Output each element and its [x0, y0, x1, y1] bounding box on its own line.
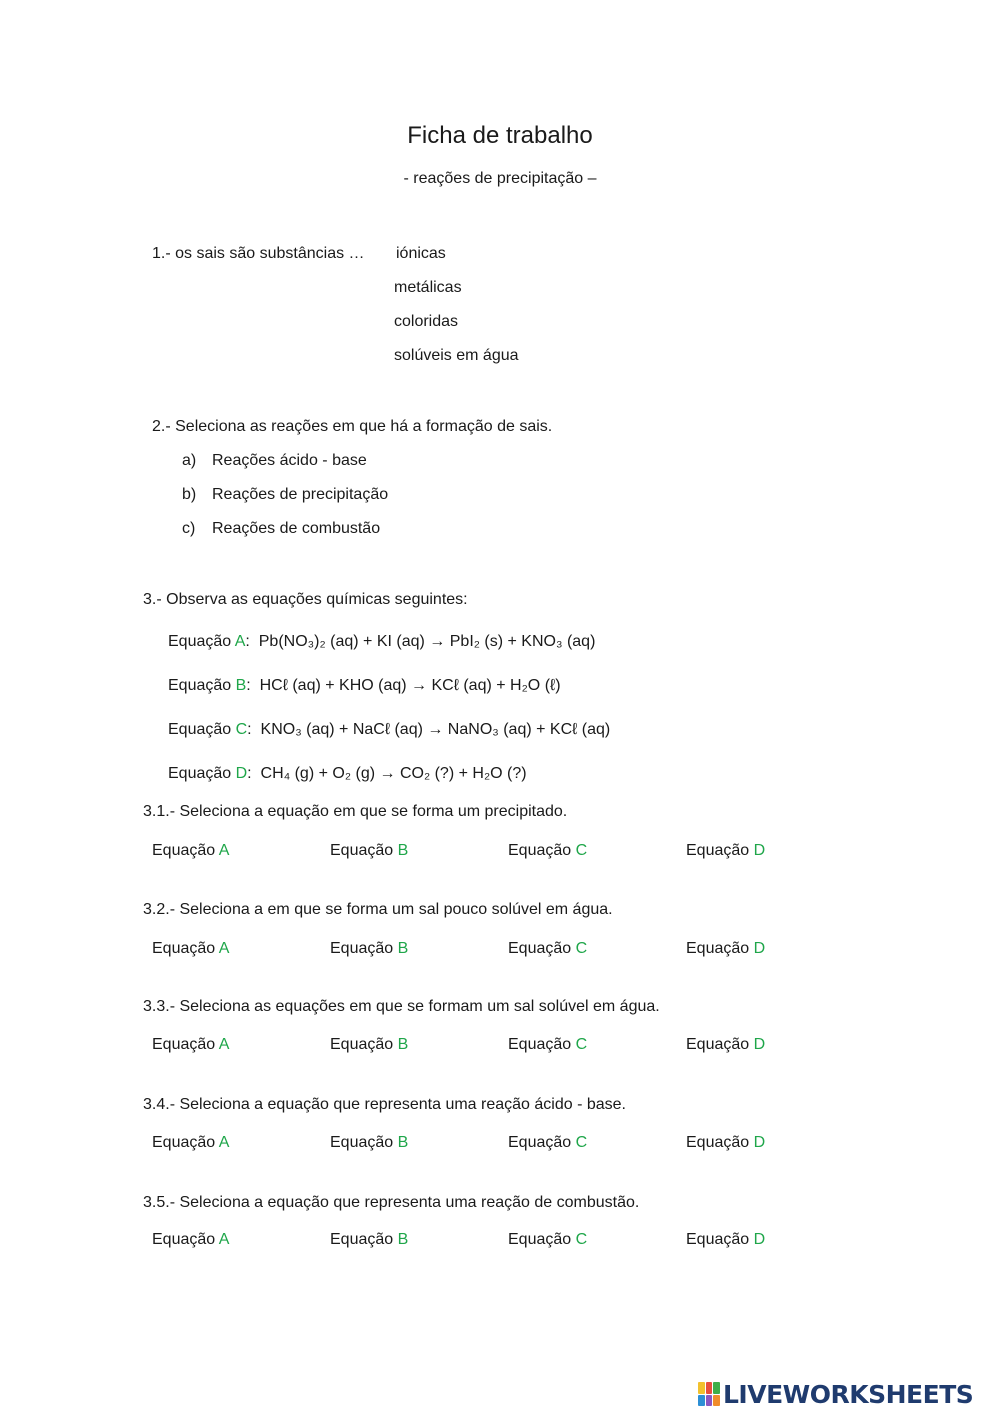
question-2-prompt: 2.- Seleciona as reações em que há a formação de sais.: [152, 418, 553, 435]
q3-3-option-c[interactable]: [508, 1037, 587, 1053]
q3-5-option-c[interactable]: [508, 1232, 587, 1248]
question-3-2-prompt: 3.2.- Seleciona a em que se forma um sal pouco solúvel em água.: [143, 901, 613, 918]
option-letter: B: [397, 940, 409, 957]
q3-1-option-b[interactable]: [330, 843, 408, 859]
option-word: Equação: [508, 940, 572, 957]
option-letter: D: [753, 842, 766, 859]
equation-d: Equação D: CH₄ (g) + O₂ (g) → CO₂ (?) + H₂O (?): [168, 765, 527, 782]
option-word: Equação: [152, 1134, 216, 1151]
question-3-1-prompt: 3.1.- Seleciona a equação em que se forma um precipitado.: [143, 803, 568, 820]
option-word: Equação: [330, 1134, 394, 1151]
q3-4-option-d[interactable]: [686, 1135, 765, 1151]
equation-a: Equação A: Pb(NO₃)₂ (aq) + KI (aq) → PbI₂ (s) + KNO₃ (aq): [168, 633, 596, 650]
q2-option-b-letter: b): [182, 486, 197, 503]
option-word: Equação: [330, 1036, 394, 1053]
page-title: Ficha de trabalho: [407, 122, 593, 149]
option-letter: D: [753, 940, 766, 957]
equation-a-letter: A: [234, 633, 246, 650]
option-word: Equação: [508, 1231, 572, 1248]
option-letter: C: [575, 1231, 588, 1248]
equation-d-formula: CH₄ (g) + O₂ (g) → CO₂ (?) + H₂O (?): [260, 765, 527, 782]
q1-option-soluveis[interactable]: solúveis em água: [394, 347, 519, 364]
q1-option-coloridas[interactable]: coloridas: [394, 313, 459, 330]
q2-option-a-text: Reações ácido - base: [212, 452, 367, 469]
option-letter: A: [218, 1134, 230, 1151]
option-word: Equação: [686, 1134, 750, 1151]
q2-option-a[interactable]: [182, 452, 367, 469]
option-word: Equação: [508, 1036, 572, 1053]
q3-2-option-b[interactable]: [330, 941, 408, 957]
q3-3-option-b[interactable]: [330, 1037, 408, 1053]
option-letter: A: [218, 1036, 230, 1053]
q2-option-b[interactable]: [182, 486, 389, 503]
q2-option-b-text: Reações de precipitação: [212, 486, 389, 503]
option-word: Equação: [330, 842, 394, 859]
option-letter: B: [397, 842, 409, 859]
option-letter: C: [575, 940, 588, 957]
option-letter: A: [218, 842, 230, 859]
q2-option-c[interactable]: [182, 520, 381, 537]
equation-b-formula: HCℓ (aq) + KHO (aq) → KCℓ (aq) + H₂O (ℓ): [259, 677, 561, 694]
liveworksheets-logo-icon: [698, 1382, 720, 1406]
equation-d-letter: D: [235, 765, 248, 782]
option-letter: D: [753, 1134, 766, 1151]
equation-d-label: Equação: [168, 765, 236, 782]
liveworksheets-logo: [698, 1380, 994, 1408]
option-word: Equação: [330, 940, 394, 957]
option-word: Equação: [330, 1231, 394, 1248]
option-word: Equação: [686, 1036, 750, 1053]
liveworksheets-logo-text: LIVEWORKSHEETS: [723, 1379, 974, 1409]
option-letter: D: [753, 1036, 766, 1053]
option-word: Equação: [508, 1134, 572, 1151]
q2-option-c-text: Reações de combustão: [212, 520, 381, 537]
option-letter: C: [575, 1134, 588, 1151]
question-1-prompt: 1.- os sais são substâncias …: [152, 245, 365, 262]
equation-b-label: Equação: [168, 677, 236, 694]
question-3-5-prompt: 3.5.- Seleciona a equação que representa uma reação de combustão.: [143, 1194, 640, 1211]
q3-2-option-a[interactable]: [152, 941, 229, 957]
equation-c-label: Equação: [168, 721, 236, 738]
q3-3-option-d[interactable]: [686, 1037, 765, 1053]
q3-1-option-a[interactable]: [152, 843, 229, 859]
q3-2-option-d[interactable]: [686, 941, 765, 957]
option-word: Equação: [152, 842, 216, 859]
question-3-3-prompt: 3.3.- Seleciona as equações em que se formam um sal solúvel em água.: [143, 998, 660, 1015]
option-word: Equação: [152, 1231, 216, 1248]
equation-b: Equação B: HCℓ (aq) + KHO (aq) → KCℓ (aq) + H₂O (ℓ): [168, 677, 561, 694]
option-word: Equação: [686, 940, 750, 957]
option-letter: D: [753, 1231, 766, 1248]
equation-a-formula: Pb(NO₃)₂ (aq) + KI (aq) → PbI₂ (s) + KNO₃ (aq): [258, 633, 596, 650]
q3-3-option-a[interactable]: [152, 1037, 229, 1053]
option-letter: C: [575, 842, 588, 859]
option-word: Equação: [152, 1036, 216, 1053]
q3-2-option-c[interactable]: [508, 941, 587, 957]
q2-option-c-letter: c): [182, 520, 196, 537]
q3-4-option-b[interactable]: [330, 1135, 408, 1151]
option-word: Equação: [686, 1231, 750, 1248]
equation-c-letter: C: [235, 721, 248, 738]
q3-1-option-d[interactable]: [686, 843, 765, 859]
equation-c: Equação C: KNO₃ (aq) + NaCℓ (aq) → NaNO₃ (aq) + KCℓ (aq): [168, 721, 611, 738]
q1-option-metalicas[interactable]: metálicas: [394, 279, 462, 296]
question-3-prompt: 3.- Observa as equações químicas seguintes:: [143, 591, 468, 608]
option-letter: A: [218, 1231, 230, 1248]
option-letter: A: [218, 940, 230, 957]
q3-5-option-a[interactable]: [152, 1232, 229, 1248]
question-3-4-prompt: 3.4.- Seleciona a equação que representa uma reação ácido - base.: [143, 1096, 626, 1113]
option-letter: B: [397, 1036, 409, 1053]
equation-a-label: Equação: [168, 633, 235, 650]
equation-b-letter: B: [235, 677, 247, 694]
option-letter: C: [575, 1036, 588, 1053]
page-subtitle: - reações de precipitação –: [403, 170, 597, 187]
q3-1-option-c[interactable]: [508, 843, 587, 859]
q3-5-option-d[interactable]: [686, 1232, 765, 1248]
option-letter: B: [397, 1134, 409, 1151]
q1-option-ionicas[interactable]: iónicas: [396, 245, 446, 262]
option-letter: B: [397, 1231, 409, 1248]
q3-4-option-a[interactable]: [152, 1135, 229, 1151]
option-word: Equação: [508, 842, 572, 859]
q3-4-option-c[interactable]: [508, 1135, 587, 1151]
option-word: Equação: [686, 842, 750, 859]
option-word: Equação: [152, 940, 216, 957]
equation-c-formula: KNO₃ (aq) + NaCℓ (aq) → NaNO₃ (aq) + KCℓ (aq): [260, 721, 611, 738]
q3-5-option-b[interactable]: [330, 1232, 408, 1248]
q2-option-a-letter: a): [182, 452, 197, 469]
